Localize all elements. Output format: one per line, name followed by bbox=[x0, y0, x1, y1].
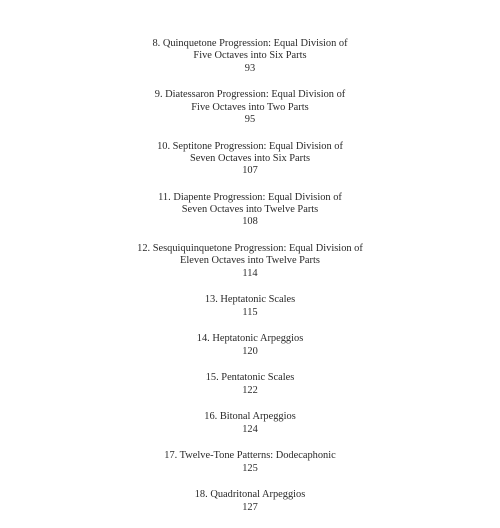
toc-page-number: 124 bbox=[242, 423, 258, 435]
toc-entry-15 bbox=[0, 372, 500, 397]
toc-entry-title: 16. Bitonal Arpeggios bbox=[204, 411, 296, 423]
toc-entry-title: Seven Octaves into Twelve Parts bbox=[181, 204, 319, 216]
toc-entry-9 bbox=[0, 89, 500, 126]
toc-entry-8 bbox=[0, 38, 500, 75]
toc-entry-title: 9. Diatessaron Progression: Equal Division of bbox=[154, 89, 346, 101]
toc-entry-title: 13. Heptatonic Scales bbox=[204, 294, 296, 306]
toc-entry-14 bbox=[0, 333, 500, 358]
toc-entry-10 bbox=[0, 141, 500, 178]
toc-page-number: 95 bbox=[244, 113, 256, 125]
toc-entry-18 bbox=[0, 489, 500, 514]
toc-page-number: 127 bbox=[242, 501, 258, 513]
toc-page-number: 122 bbox=[242, 384, 258, 396]
toc-page-number: 93 bbox=[244, 62, 256, 74]
toc-entry-title: 10. Septitone Progression: Equal Division of bbox=[157, 140, 343, 152]
toc-entry-12 bbox=[0, 243, 500, 280]
toc-entry-13 bbox=[0, 294, 500, 319]
toc-entry-17 bbox=[0, 450, 500, 475]
toc-page-number: 125 bbox=[242, 462, 258, 474]
toc-page-number: 114 bbox=[242, 267, 258, 279]
toc-page-number: 108 bbox=[242, 216, 258, 228]
toc-entry-title: Five Octaves into Two Parts bbox=[191, 101, 309, 113]
toc-entry-title: 11. Diapente Progression: Equal Division of bbox=[158, 191, 342, 203]
toc-entry-title: 18. Quadritonal Arpeggios bbox=[194, 489, 306, 501]
table-of-contents bbox=[0, 38, 500, 528]
toc-entry-title: 17. Twelve-Tone Patterns: Dodecaphonic bbox=[164, 450, 336, 462]
toc-entry-16 bbox=[0, 411, 500, 436]
toc-entry-title: Seven Octaves into Six Parts bbox=[189, 152, 311, 164]
toc-page-number: 107 bbox=[242, 165, 258, 177]
toc-page-number: 120 bbox=[242, 345, 258, 357]
toc-entry-title: Five Octaves into Six Parts bbox=[193, 50, 307, 62]
toc-entry-title: 8. Quinquetone Progression: Equal Division of bbox=[152, 38, 348, 49]
toc-entry-title: Eleven Octaves into Twelve Parts bbox=[180, 255, 320, 267]
toc-entry-title: 14. Heptatonic Arpeggios bbox=[196, 333, 304, 345]
toc-entry-title: 12. Sesquiquinquetone Progression: Equal Division of bbox=[137, 243, 363, 255]
toc-page-number: 115 bbox=[242, 306, 258, 318]
toc-entry-title: 15. Pentatonic Scales bbox=[205, 372, 295, 384]
toc-entry-11 bbox=[0, 192, 500, 229]
